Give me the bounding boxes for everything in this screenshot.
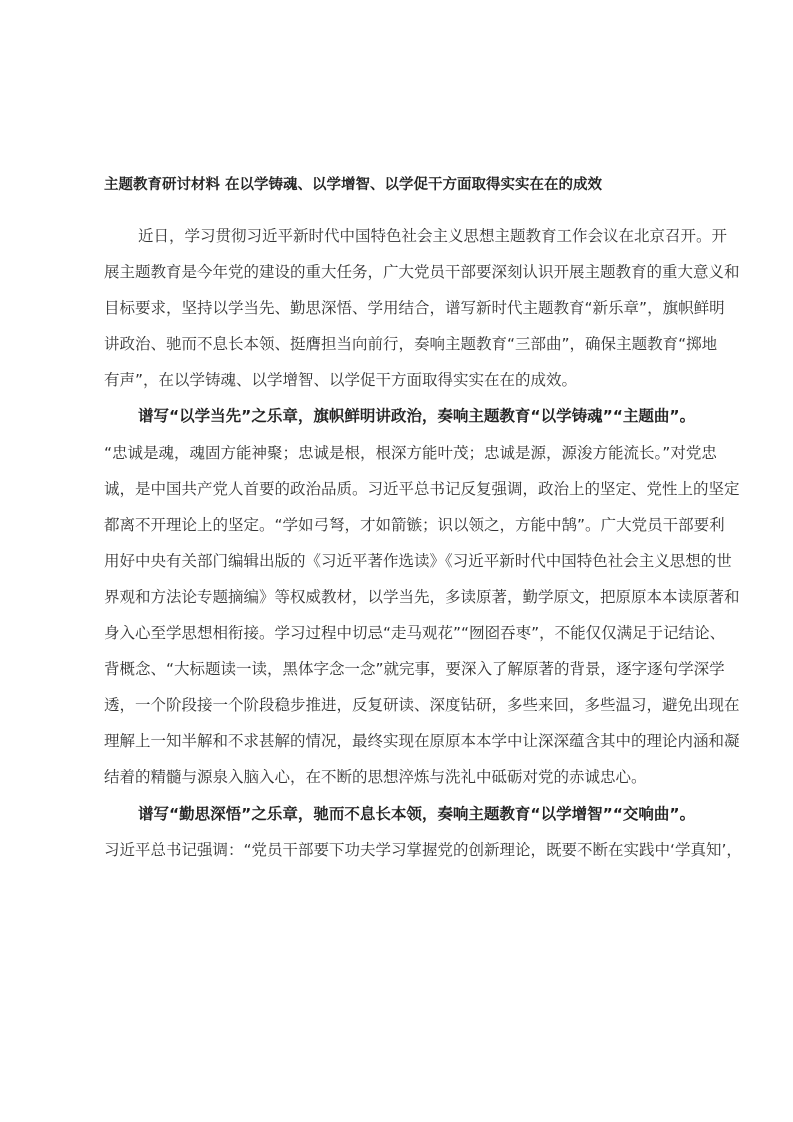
paragraph-section-1 [104, 441, 740, 802]
text-line: 身入心至学思想相衔接。学习过程中切忌“走马观花”“囫囵吞枣”，不能仅仅满足于记结论、 [104, 624, 726, 643]
section-heading-1 [104, 404, 696, 440]
text-line: 诚，是中国共产党人首要的政治品质。习近平总书记反复强调，政治上的坚定、党性上的坚定 [104, 479, 740, 498]
heading-line: 谱写“勤思深悟”之乐章，驰而不息长本领，奏响主题教育“以学增智”“交响曲”。 [138, 804, 696, 823]
text-line: 目标要求，坚持以学当先、勤思深悟、学用结合，谱写新时代主题教育“新乐章”，旗帜鲜明 [104, 299, 725, 318]
text-line: 讲政治、驰而不息长本领、挺膺担当向前行，奏响主题教育“三部曲”，确保主题教育“掷地 [104, 335, 718, 354]
text-line: 有声”，在以学铸魂、以学增智、以学促干方面取得实实在在的成效。 [104, 371, 578, 390]
text-line: 用好中央有关部门编辑出版的《习近平著作选读》《习近平新时代中国特色社会主义思想的世 [104, 551, 732, 570]
text-line: 背概念、“大标题读一读，黑体字念一念”就完事，要深入了解原著的背景，逐字逐句学深学 [104, 660, 725, 679]
text-line: 理解上一知半解和不求甚解的情况，最终实现在原原本本学中让深深蕴含其中的理论内涵和凝 [104, 732, 740, 751]
text-line: 习近平总书记强调：“党员干部要下功夫学习掌握党的创新理论，既要不断在实践中‘学真知’， [104, 840, 742, 859]
section-heading-2 [104, 802, 696, 838]
document-body [104, 224, 742, 874]
text-line: 近日，学习贯彻习近平新时代中国特色社会主义思想主题教育工作会议在北京召开。开 [138, 227, 728, 245]
heading-line: 谱写“以学当先”之乐章，旗帜鲜明讲政治，奏响主题教育“以学铸魂”“主题曲”。 [138, 407, 696, 426]
paragraph-intro [104, 224, 740, 404]
text-line: 界观和方法论专题摘编》等权威教材，以学当先，多读原著，勤学原文，把原原本本读原著和 [104, 587, 740, 606]
text-line: “忠诚是魂，魂固方能神聚；忠诚是根，根深方能叶茂；忠诚是源，源浚方能流长。”对党忠 [104, 443, 717, 462]
paragraph-section-2 [104, 838, 742, 874]
text-line: 结着的精髓与源泉入脑入心，在不断的思想淬炼与洗礼中砥砺对党的赤诚忠心。 [104, 768, 647, 787]
text-line: 展主题教育是今年党的建设的重大任务，广大党员干部要深刻认识开展主题教育的重大意义和 [104, 263, 740, 282]
text-line: 透，一个阶段接一个阶段稳步推进，反复研读、深度钻研，多些来回，多些温习，避免出现在 [104, 696, 740, 715]
text-line: 都离不开理论上的坚定。“学如弓弩，才如箭镞；识以领之，方能中鹄”。广大党员干部要利 [104, 515, 725, 534]
document-title: 主题教育研讨材料 在以学铸魂、以学增智、以学促干方面取得实实在在的成效 [104, 177, 603, 193]
